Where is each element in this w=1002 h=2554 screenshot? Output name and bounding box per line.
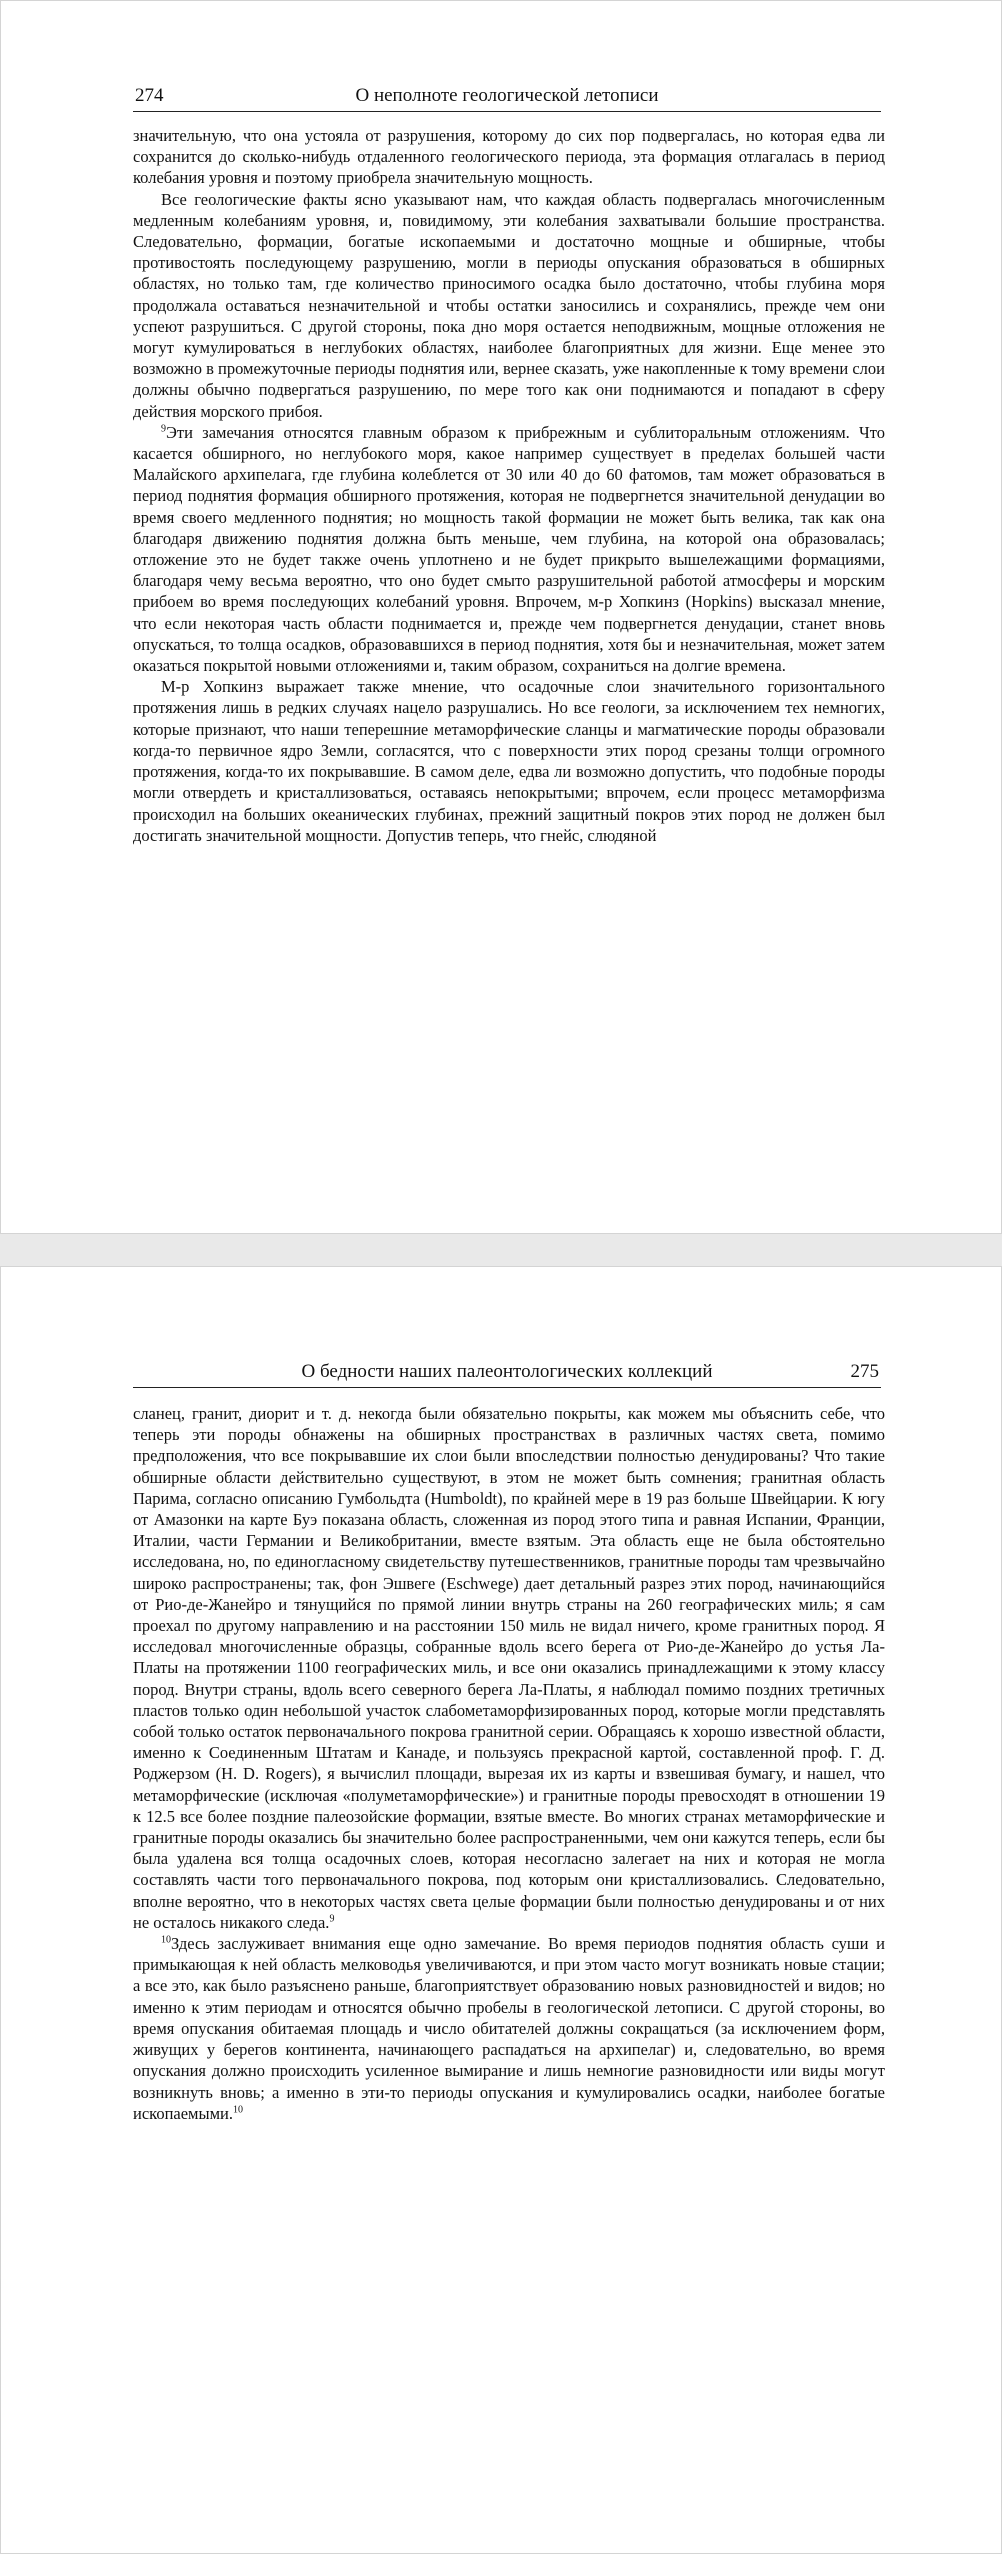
paragraph-text: сланец, гранит, диорит и т. д. некогда были обязательно покрыты, как можем мы объяснить себе, что теперь эти породы обнажены на обширных пространствах в различных частях света, помимо предположения, что все покрывавшие их слои были впоследствии полностью денудированы? Что такие обширные области действительно существуют, в этом не может быть сомнения; гранитная область Парима, согласно описанию Гумбольдта (Humboldt), по крайней мере в 19 раз больше Швейцарии. К югу от Амазонки на карте Буэ показана область, сложенная из пород этого типа и равная Испании, Франции, Италии, части Германии и Великобритании, вместе взятым. Эта область еще не была обстоятельно исследована, но, по единогласному свидетельству путешественников, гранитные породы там чрезвычайно широко распространены; так, фон Эшвеге (Eschwege) дает детальный разрез этих пород, начинающийся от Рио-де-Жанейро и тянущийся по прямой линии внутрь страны на 260 географических миль; я сам проехал по другому направлению и на расстоянии 150 миль не видал ничего, кроме гранитных пород. Я исследовал многочисленные образцы, собранные вдоль всего берега от Рио-де-Жанейро до устья Ла-Платы на протяжении 1100 географических миль, и все они оказались принадлежащими к этому классу пород. Внутри страны, вдоль всего северного берега Ла-Платы, я наблюдал помимо поздних третичных пластов только один небольшой участок слабометаморфизированных пород, которые могли представлять собой только остаток первоначального покрова гранитной серии. Обращаясь к хорошо известной области, именно к Соединенным Штатам и Канаде, и пользуясь прекрасной картой, составленной проф. Г. Д. Роджерзом (H. D. Rogers), я вычислил площади, вырезая их из карты и взвешивая бумагу, и нашел, что метаморфические (исключая «полуметаморфические») и гранитные породы превосходят в отношении 19 к 12.5 все более поздние палеозойские формации, взятые вместе. Во многих странах метаморфические и гранитные породы оказались бы значительно более распространенными, чем они кажутся теперь, если бы была удалена вся толща осадочных слоев, которая несогласно залегает на них и которая не могла составлять части того первоначального покрова, под которым они кристаллизовались. Следовательно, вполне вероятно, что в некоторых частях света целые формации были полностью денудированы и от них не осталось никакого следа. xyxy=(133,1404,885,1932)
page-274 xyxy=(0,0,1002,1234)
page-body xyxy=(133,1403,885,2124)
paragraph-text: Эти замечания относятся главным образом к прибрежным и сублиторальным отложениям. Что касается обширного, но неглубокого моря, какое например существует в пределах большей части Малайского архипелага, где глубина колеблется от 30 или 40 до 60 фатомов, там может образоваться в период поднятия формация обширного протяжения, которая не подвергнется значительной денудации во время своего медленного поднятия; но мощность такой формации не может быть велика, так как она благодаря движению поднятия должна быть меньше, чем глубина, на которой она образовалась; отложение это не будет также очень уплотнено и не будет прикрыто вышележащими формациями, благодаря чему весьма вероятно, что оно будет смыто разрушительной работой атмосферы и морским прибоем во время последующих колебаний уровня. Впрочем, м-р Хопкинз (Hopkins) высказал мнение, что если некоторая часть области поднимается и, прежде чем подвергнется денудации, станет вновь опускаться, то толща осадков, образовавшихся в период поднятия, хотя бы и незначительная, может затем оказаться покрытой новыми отложениями и, таким образом, сохраниться на долгие времена. xyxy=(133,422,885,676)
paragraph: М-р Хопкинз выражает также мнение, что осадочные слои значительного горизонтального протяжения лишь в редких случаях нацело разрушались. Но все геологи, за исключением тех немногих, которые признают, что наши теперешние метаморфические сланцы и магматические породы образовали когда-то первичное ядро Земли, согласятся, что с поверхности этих пород срезаны толщи огромного протяжения, когда-то их покрывавшие. В самом деле, едва ли возможно допустить, что подобные породы могли отвердеть и кристаллизоваться, оставаясь непокрытыми; впрочем, если процесс метаморфизма происходил на больших океанических глубинах, прежний защитный покров этих пород не должен был достигать значительной мощности. Допустив теперь, что гнейс, слюдяной xyxy=(133,677,885,845)
note-marker: 10 xyxy=(161,1934,171,1946)
note-marker: 9 xyxy=(161,423,166,435)
paragraph-text: Здесь заслуживает внимания еще одно замечание. Во время периодов поднятия область суши и примыкающая к ней область мелководья увеличиваются, и при этом часто могут возникать новые стации; а все это, как было разъяснено раньше, благоприятствует образованию новых разновидностей и видов; но именно к этим периодам и относятся обычно пробелы в геологической летописи. С другой стороны, во время опускания обитаемая площадь и число обитателей должны сокращаться (за исключением форм, живущих у берегов континента, начинающего распадаться на архипелаг) и, следовательно, во время опускания должно происходить усиленное вымирание и лишь немногие разновидности или виды могут возникнуть вновь; а именно в эти-то периоды опускания и кумулировались осадки, наиболее богатые ископаемыми. xyxy=(133,1934,885,2123)
paragraph xyxy=(133,1933,885,2124)
page-number: 275 xyxy=(850,1361,879,1382)
paragraph: значительную, что она устояла от разрушения, которому до сих пор подвергалась, но которая едва ли сохранится до сколько-нибудь отдаленного геологического периода, эта формация отлагалась в период колебания уровня и поэтому приобрела значительную мощность. xyxy=(133,126,885,188)
page-275 xyxy=(0,1266,1002,2554)
running-header xyxy=(133,81,881,112)
paragraph xyxy=(133,422,885,676)
page-number: 274 xyxy=(135,85,164,106)
page-body xyxy=(133,125,885,846)
running-title: О неполноте геологической летописи xyxy=(355,85,659,106)
paragraph: Все геологические факты ясно указывают нам, что каждая область подвергалась многочисленным медленным колебаниям уровня, и, повидимому, эти колебания захватывали большие пространства. Следовательно, формации, богатые ископаемыми и достаточно мощные и обширные, чтобы противостоять последующему разрушению, могли в периоды опускания образоваться в обширных областях, но только там, где количество приносимого осадка было достаточно, чтобы глубина моря продолжала оставаться незначительной и чтобы остатки заносились и сохранялись, прежде чем они успеют разрушиться. С другой стороны, пока дно моря остается неподвижным, мощные отложения не могут кумулироваться в неглубоких областях, наиболее благоприятных для жизни. Еще менее это возможно в промежуточные периоды поднятия или, вернее сказать, уже накопленные к тому времени слои должны обычно подвергаться разрушению, по мере того как они поднимаются и попадают в сферу действия морского прибоя. xyxy=(133,189,885,421)
running-title: О бедности наших палеонтологических коллекций xyxy=(301,1361,713,1382)
paragraph xyxy=(133,1403,885,1933)
note-marker: 10 xyxy=(232,2104,243,2116)
running-header xyxy=(133,1357,881,1388)
note-marker: 9 xyxy=(329,1913,335,1925)
